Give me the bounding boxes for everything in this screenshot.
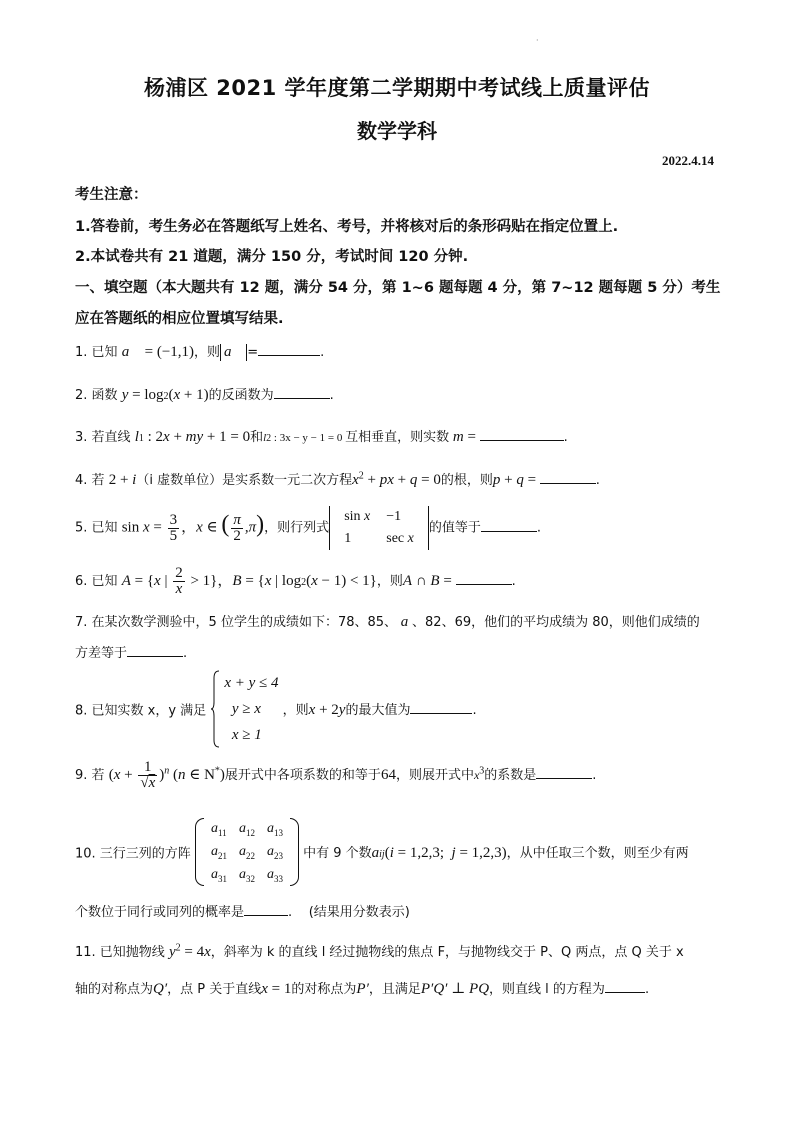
answer-blank-1[interactable]	[258, 343, 320, 356]
question-8: 8. 已知实数 x，y 满足 x + y ≤ 4 y ≥ x x ≥ 1 ，则x + 2y的最大值为 .	[75, 670, 725, 748]
answer-blank-9[interactable]	[536, 766, 592, 779]
scan-dot: ·	[536, 36, 539, 45]
notice-item-2: 2.本试卷共有 21 道题，满分 150 分，考试时间 120 分钟.	[75, 249, 469, 265]
answer-blank-8[interactable]	[410, 701, 472, 714]
answer-blank-6[interactable]	[456, 572, 512, 585]
notice-heading: 考生注意：	[75, 187, 148, 203]
question-7-cont: 方差等于 .	[75, 646, 188, 661]
brace-icon	[210, 670, 220, 748]
question-5: 5. 已知 sin x = $\frac{3}{5}$ ，x ∈ ( $\frac{\pi}{2}$ ,π)，则行列式 sin x −1 1 sec x 的值等于 .	[75, 506, 725, 550]
question-6: 6. 已知 A = {x | $\frac{2}{x}$ > 1}，B = {x | log2(x − 1) < 1}，则A ∩ B = .	[75, 565, 516, 597]
question-4: 4. 若 2 + i（i 虚数单位）是实系数一元二次方程$x^2$ + px + q = 0的根，则p + q = .	[75, 470, 600, 488]
question-7: 7. 在某次数学测验中，5 位学生的成绩如下：78、85、 a 、82、69，他们的平均成绩为 80，则他们成绩的	[75, 614, 700, 630]
section-1-instructions: 一、填空题（本大题共有 12 题，满分 54 分，第 1~6 题每题 4 分，第 7~12 题每题 5 分）考生	[75, 280, 721, 296]
exam-subject: 数学学科	[357, 119, 437, 143]
question-10-cont: 个数位于同行或同列的概率是 . (结果用分数表示)	[75, 905, 410, 920]
answer-blank-4[interactable]	[540, 471, 596, 484]
answer-blank-5[interactable]	[481, 519, 537, 532]
section-1-instructions-cont: 应在答题纸的相应位置填写结果.	[75, 311, 284, 327]
notice-item-1: 1.答卷前，考生务必在答题纸写上姓名、考号，并将核对后的条形码贴在指定位置上.	[75, 219, 619, 235]
question-2: 2. 函数 y = log2(x + 1)的反函数为 .	[75, 387, 334, 403]
question-1: 1. 已知 a⃗ = (−1,1)，则 a⃗ = .	[75, 344, 325, 360]
answer-blank-2[interactable]	[274, 386, 330, 399]
answer-blank-10[interactable]	[244, 903, 288, 916]
question-9: 9. 若 (x + $\frac{1}{√x}$ )$^n$ (n ∈ N*)展开式中各项系数的和等于64，则展开式中$x^3$的系数是 .	[75, 759, 597, 791]
question-11-cont: 轴的对称点为Q′，点 P 关于直线x = 1的对称点为P′，且满足P′Q′ ⊥ PQ，则直线 l 的方程为 .	[75, 981, 650, 997]
question-10: 10. 三行三列的方阵 $a_{11}$ $a_{12}$ $a_{13}$ $a_{21}$ $a_{22}$ $a_{23}$ $a_{31}$ $a_{32}$ $a_{33}$ 中有 9 个数aij(i = 1,2,3; j = 1,2,3)，从中任取三个数，则至少有两	[75, 818, 725, 886]
exam-date: 2022.4.14	[662, 153, 714, 168]
answer-blank-11[interactable]	[605, 980, 645, 993]
question-11: 11. 已知抛物线 $y^2 = 4x$，斜率为 k 的直线 l 经过抛物线的焦点 F，与抛物线交于 P、Q 两点，点 Q 关于 x	[75, 942, 684, 960]
exam-title: 杨浦区 2021 学年度第二学期期中考试线上质量评估	[143, 76, 651, 100]
question-3: 3. 若直线 l1 : 2x + my + 1 = 0和l2 : 3x − y − 1 = 0 互相垂直，则实数 m = .	[75, 429, 568, 445]
matrix-3x3: $a_{11}$ $a_{12}$ $a_{13}$ $a_{21}$ $a_{22}$ $a_{23}$ $a_{31}$ $a_{32}$ $a_{33}$	[195, 818, 299, 886]
answer-blank-7[interactable]	[127, 644, 183, 657]
answer-blank-3[interactable]	[480, 428, 564, 441]
